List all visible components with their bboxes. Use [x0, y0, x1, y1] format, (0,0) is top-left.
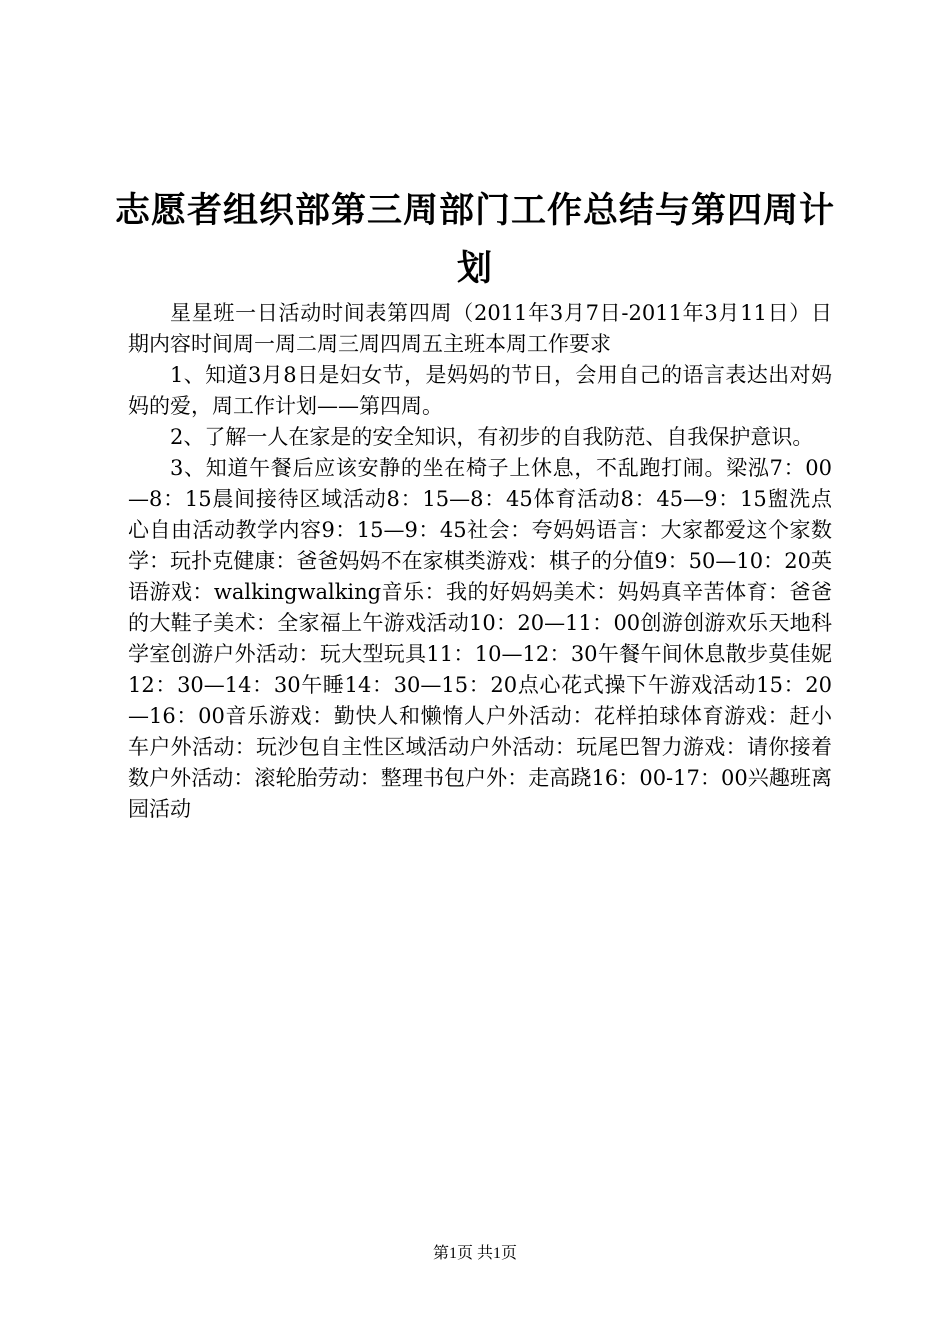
- paragraph-item-1: 1、知道3月8日是妇女节，是妈妈的节日，会用自己的语言表达出对妈妈的爱，周工作计划——第四周。: [128, 363, 832, 418]
- paragraph-item-3: 3、知道午餐后应该安静的坐在椅子上休息，不乱跑打闹。梁泓7：00—8：15晨间接待区域活动8：15—8：45体育活动8：45—9：15盥洗点心自由活动教学内容9：15—9：45社会：夸妈妈语言：大家都爱这个家数学：玩扑克健康：爸爸妈妈不在家棋类游戏：棋子的分值9：50—10：20英语游戏：walkingwalking音乐：我的好妈妈美术：妈妈真辛苦体育：爸爸的大鞋子美术：全家福上午游戏活动10：20—11：00创游创游欢乐天地科学室创游户外活动：玩大型玩具11：10—12：30午餐午间休息散步莫佳妮12：30—14：30午睡14：30—15：20点心花式操下午游戏活动15：20—16：00音乐游戏：勤快人和懒惰人户外活动：花样拍球体育游戏：赶小车户外活动：玩沙包自主性区域活动户外活动：玩尾巴智力游戏：请你接着数户外活动：滚轮胎劳动：整理书包户外：走高跷16：00-17：00兴趣班离园活动: [128, 456, 832, 821]
- paragraph-item-2: 2、了解一人在家是的安全知识，有初步的自我防范、自我保护意识。: [170, 425, 814, 449]
- document-title: 志愿者组织部第三周部门工作总结与第四周计划: [114, 191, 835, 289]
- paragraph-schedule-intro: 星星班一日活动时间表第四周（2011年3月7日-2011年3月11日）日期内容时间周一周二周三周四周五主班本周工作要求: [128, 301, 832, 356]
- page-footer: 第1页 共1页: [432, 1245, 517, 1262]
- document-body: [128, 298, 832, 825]
